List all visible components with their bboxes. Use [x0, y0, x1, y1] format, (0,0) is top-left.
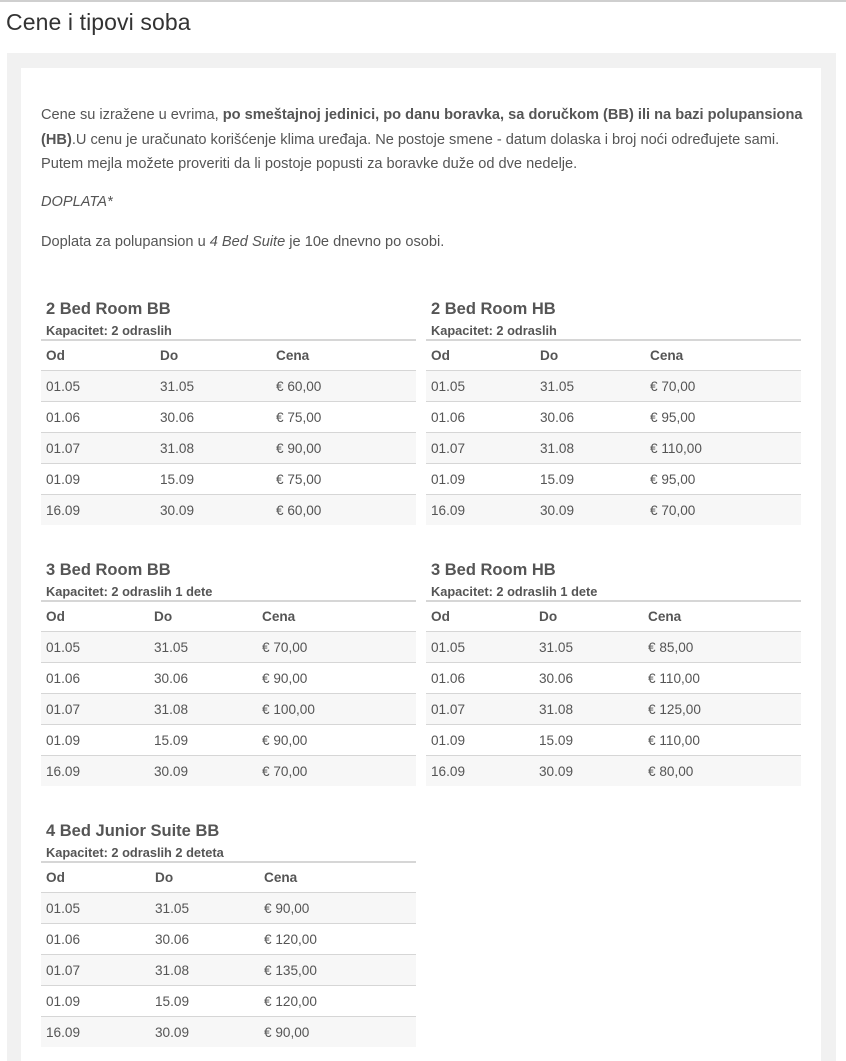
- cell-od: 01.05: [426, 632, 534, 663]
- col-od: Od: [41, 862, 150, 893]
- cell-cena: € 110,00: [643, 725, 801, 756]
- cell-cena: € 90,00: [257, 663, 416, 694]
- cell-od: 01.09: [41, 725, 149, 756]
- cell-do: 31.08: [149, 694, 257, 725]
- cell-od: 01.09: [41, 986, 150, 1017]
- cell-od: 01.07: [41, 433, 155, 464]
- table-row: [41, 756, 416, 787]
- cell-od: 01.05: [41, 893, 150, 924]
- price-table: [41, 600, 416, 786]
- cell-do: 30.06: [150, 924, 259, 955]
- room-title: 3 Bed Room HB: [431, 561, 556, 579]
- intro-text-2: .U cenu je uračunato korišćenje klima uređaja. Ne postoje smene - datum dolaska i broj noći određujete sami. Putem mejla možete proveriti da li postoje popusti za boravke duže od dve nedelje.: [41, 131, 780, 172]
- cell-od: 16.09: [41, 756, 149, 787]
- table-row: [41, 464, 416, 495]
- price-table: [426, 339, 801, 525]
- cell-cena: € 75,00: [271, 402, 416, 433]
- room-4-bed-junior-suite-bb: [41, 822, 416, 1040]
- table-row: [426, 694, 801, 725]
- room-capacity: Kapacitet: 2 odraslih 2 deteta: [46, 845, 224, 860]
- cell-cena: € 95,00: [645, 464, 801, 495]
- cell-od: 16.09: [426, 756, 534, 787]
- table-row: [41, 986, 416, 1017]
- table-row: [41, 402, 416, 433]
- room-capacity: Kapacitet: 2 odraslih: [431, 323, 557, 338]
- cell-cena: € 60,00: [271, 495, 416, 526]
- table-row: [41, 694, 416, 725]
- cell-od: 01.05: [426, 371, 535, 402]
- cell-cena: € 75,00: [271, 464, 416, 495]
- table-row: [41, 632, 416, 663]
- table-header: [41, 601, 416, 632]
- room-2-bed-bb: [41, 300, 416, 518]
- table-row: [41, 371, 416, 402]
- cell-do: 30.09: [534, 756, 643, 787]
- table-row: [41, 725, 416, 756]
- cell-cena: € 95,00: [645, 402, 801, 433]
- table-row: [426, 756, 801, 787]
- cell-od: 16.09: [41, 495, 155, 526]
- cell-do: 15.09: [155, 464, 271, 495]
- table-header: [426, 340, 801, 371]
- intro-text-1: Cene su izražene u evrima,: [41, 107, 223, 123]
- room-3-bed-hb: [426, 561, 801, 779]
- room-3-bed-bb: [41, 561, 416, 779]
- col-od: Od: [41, 601, 149, 632]
- intro-text: [41, 103, 811, 177]
- cell-cena: € 90,00: [259, 893, 416, 924]
- cell-do: 30.06: [534, 663, 643, 694]
- doplata-label: DOPLATA*: [41, 194, 113, 210]
- table-header: [41, 862, 416, 893]
- cell-cena: € 120,00: [259, 924, 416, 955]
- cell-do: 15.09: [534, 725, 643, 756]
- col-cena: Cena: [271, 340, 416, 371]
- cell-do: 30.09: [150, 1017, 259, 1048]
- table-row: [426, 464, 801, 495]
- cell-cena: € 70,00: [257, 632, 416, 663]
- cell-cena: € 125,00: [643, 694, 801, 725]
- table-row: [41, 955, 416, 986]
- table-row: [426, 495, 801, 526]
- cell-od: 01.05: [41, 371, 155, 402]
- note-after: je 10e dnevno po osobi.: [285, 234, 445, 250]
- room-capacity: Kapacitet: 2 odraslih: [46, 323, 172, 338]
- cell-cena: € 110,00: [645, 433, 801, 464]
- cell-do: 30.09: [155, 495, 271, 526]
- table-row: [41, 495, 416, 526]
- cell-cena: € 85,00: [643, 632, 801, 663]
- cell-do: 31.08: [155, 433, 271, 464]
- cell-od: 01.07: [41, 955, 150, 986]
- room-title: 3 Bed Room BB: [46, 561, 171, 579]
- cell-od: 01.07: [426, 433, 535, 464]
- cell-do: 30.09: [149, 756, 257, 787]
- cell-od: 01.07: [41, 694, 149, 725]
- cell-cena: € 120,00: [259, 986, 416, 1017]
- room-title: 4 Bed Junior Suite BB: [46, 822, 220, 840]
- page-title: Cene i tipovi soba: [6, 9, 191, 35]
- cell-do: 31.08: [150, 955, 259, 986]
- price-table: [426, 600, 801, 786]
- col-do: Do: [535, 340, 645, 371]
- price-table: [41, 861, 416, 1047]
- cell-od: 01.09: [426, 464, 535, 495]
- cell-do: 31.05: [534, 632, 643, 663]
- cell-od: 16.09: [41, 1017, 150, 1048]
- cell-od: 01.09: [426, 725, 534, 756]
- cell-od: 01.07: [426, 694, 534, 725]
- cell-do: 15.09: [535, 464, 645, 495]
- col-cena: Cena: [259, 862, 416, 893]
- cell-od: 01.06: [41, 924, 150, 955]
- table-row: [41, 663, 416, 694]
- room-title: 2 Bed Room BB: [46, 300, 171, 318]
- cell-cena: € 100,00: [257, 694, 416, 725]
- cell-od: 01.06: [41, 402, 155, 433]
- table-row: [41, 924, 416, 955]
- cell-cena: € 110,00: [643, 663, 801, 694]
- cell-do: 15.09: [149, 725, 257, 756]
- room-capacity: Kapacitet: 2 odraslih 1 dete: [431, 584, 598, 599]
- cell-od: 01.06: [41, 663, 149, 694]
- cell-cena: € 70,00: [645, 371, 801, 402]
- table-row: [426, 371, 801, 402]
- table-header: [41, 340, 416, 371]
- cell-do: 31.05: [149, 632, 257, 663]
- cell-cena: € 135,00: [259, 955, 416, 986]
- table-row: [41, 433, 416, 464]
- note-italic: 4 Bed Suite: [209, 234, 286, 250]
- cell-do: 31.08: [535, 433, 645, 464]
- cell-do: 15.09: [150, 986, 259, 1017]
- table-row: [426, 725, 801, 756]
- col-od: Od: [426, 340, 535, 371]
- table-header: [426, 601, 801, 632]
- price-table: [41, 339, 416, 525]
- cell-od: 01.06: [426, 663, 534, 694]
- col-do: Do: [149, 601, 257, 632]
- cell-do: 31.08: [534, 694, 643, 725]
- table-row: [41, 893, 416, 924]
- col-od: Od: [426, 601, 534, 632]
- intro-bold: po smeštajnoj jedinici, po danu boravka, sa doručkom (BB) ili na bazi polupansiona (HB): [41, 107, 803, 148]
- cell-do: 31.05: [535, 371, 645, 402]
- table-row: [41, 1017, 416, 1048]
- table-row: [426, 663, 801, 694]
- cell-do: 31.05: [150, 893, 259, 924]
- room-capacity: Kapacitet: 2 odraslih 1 dete: [46, 584, 213, 599]
- cell-do: 30.06: [535, 402, 645, 433]
- cell-od: 16.09: [426, 495, 535, 526]
- room-title: 2 Bed Room HB: [431, 300, 556, 318]
- cell-do: 30.06: [149, 663, 257, 694]
- cell-od: 01.05: [41, 632, 149, 663]
- cell-cena: € 90,00: [271, 433, 416, 464]
- col-do: Do: [150, 862, 259, 893]
- cell-cena: € 80,00: [643, 756, 801, 787]
- top-border: [0, 0, 846, 2]
- cell-do: 31.05: [155, 371, 271, 402]
- table-row: [426, 632, 801, 663]
- col-cena: Cena: [645, 340, 801, 371]
- cell-do: 30.06: [155, 402, 271, 433]
- cell-cena: € 70,00: [257, 756, 416, 787]
- col-do: Do: [155, 340, 271, 371]
- cell-cena: € 90,00: [257, 725, 416, 756]
- table-row: [426, 433, 801, 464]
- room-2-bed-hb: [426, 300, 801, 518]
- note-before: Doplata za polupansion u: [41, 234, 210, 250]
- col-do: Do: [534, 601, 643, 632]
- cell-cena: € 70,00: [645, 495, 801, 526]
- table-row: [426, 402, 801, 433]
- cell-cena: € 60,00: [271, 371, 416, 402]
- col-cena: Cena: [257, 601, 416, 632]
- cell-do: 30.09: [535, 495, 645, 526]
- halfboard-note: [41, 234, 444, 250]
- cell-od: 01.09: [41, 464, 155, 495]
- cell-cena: € 90,00: [259, 1017, 416, 1048]
- col-cena: Cena: [643, 601, 801, 632]
- cell-od: 01.06: [426, 402, 535, 433]
- col-od: Od: [41, 340, 155, 371]
